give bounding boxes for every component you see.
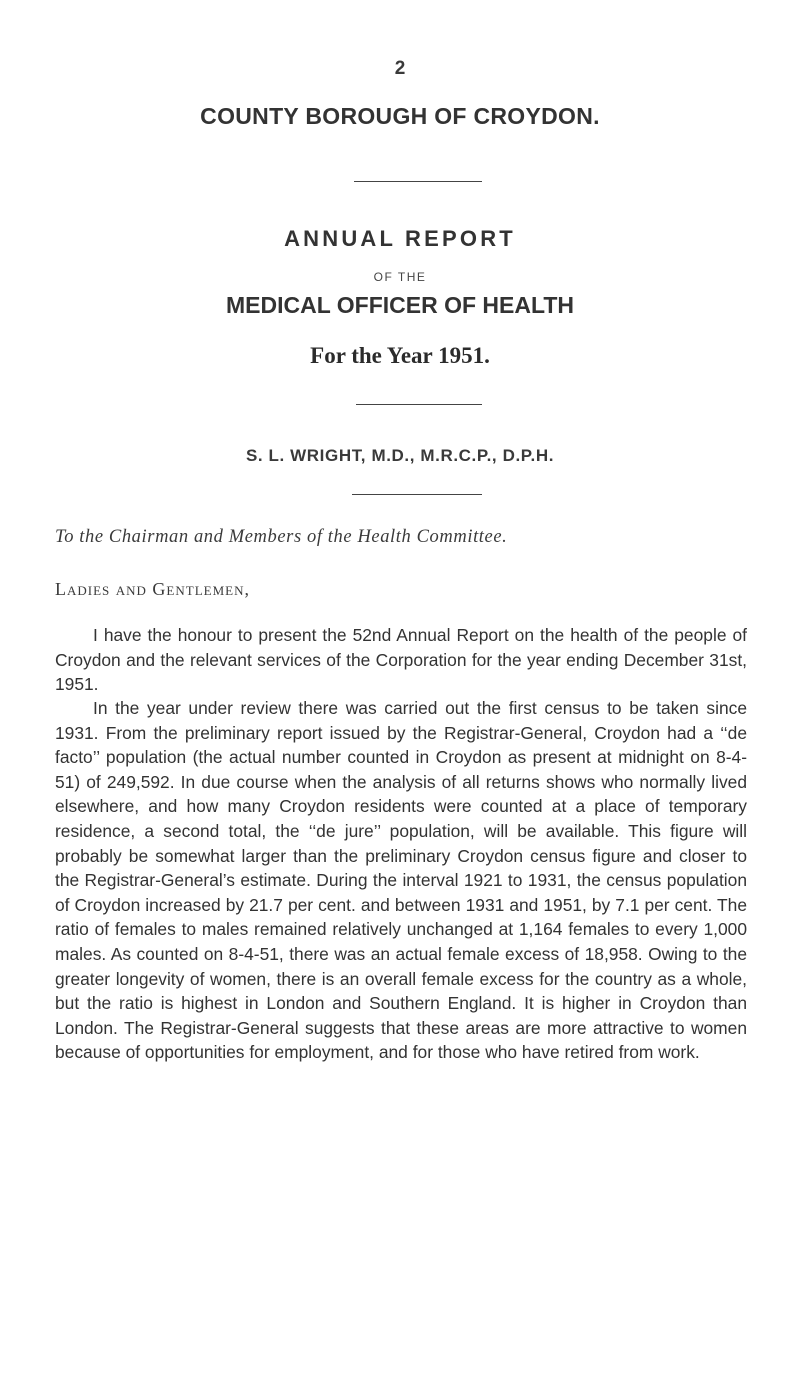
addressee-line: To the Chairman and Members of the Health Committee. bbox=[55, 527, 508, 547]
page-number: 2 bbox=[394, 58, 406, 79]
salutation: Ladies and Gentlemen, bbox=[55, 579, 250, 599]
divider-rule bbox=[354, 181, 482, 182]
office-title: MEDICAL OFFICER OF HEALTH bbox=[226, 292, 574, 318]
divider-rule bbox=[356, 404, 482, 405]
divider-rule bbox=[352, 494, 482, 495]
body-paragraph-intro: I have the honour to present the 52nd Annual Report on the health of the people of Croydon and the relevant services of the Corporation for the year ending December 31st, 1951. bbox=[55, 625, 747, 695]
borough-heading: COUNTY BOROUGH OF CROYDON. bbox=[200, 103, 600, 129]
report-title: ANNUAL REPORT bbox=[284, 226, 516, 251]
author-line: S. L. WRIGHT, M.D., M.R.C.P., D.P.H. bbox=[245, 446, 555, 465]
of-the-label: OF THE bbox=[373, 270, 427, 284]
body-paragraph-census: In the year under review there was carried out the first census to be taken since 1931. From the preliminary report issued by the Registrar-General, Croydon had a ‘‘de facto’’ population (the actual number counted in Croydon as present at midnight on 8-4-51) of 249,592. In due course when the analysis of all returns shows who normally lived elsewhere, and how many Croydon residents were counted at a place of temporary residence, a second total, the ‘‘de jure’’ population, will be available. This figure will probably be somewhat larger than the preliminary Croydon census figure and closer to the Registrar-General’s estimate. During the interval 1921 to 1931, the census population of Croydon increased by 21.7 per cent. and between 1931 and 1951, by 7.1 per cent. The ratio of females to males remained relatively unchanged at 1,164 females to every 1,000 males. As counted on 8-4-51, there was an actual female excess of 18,958. Owing to the greater longevity of women, there is an overall female excess for the country as a whole, but the ratio is highest in London and Southern England. It is higher in Croydon than London. The Registrar-General suggests that these areas are more attractive to women because of opportunities for employment, and for those who have retired from work. bbox=[55, 698, 747, 1063]
report-year: For the Year 1951. bbox=[310, 343, 490, 368]
